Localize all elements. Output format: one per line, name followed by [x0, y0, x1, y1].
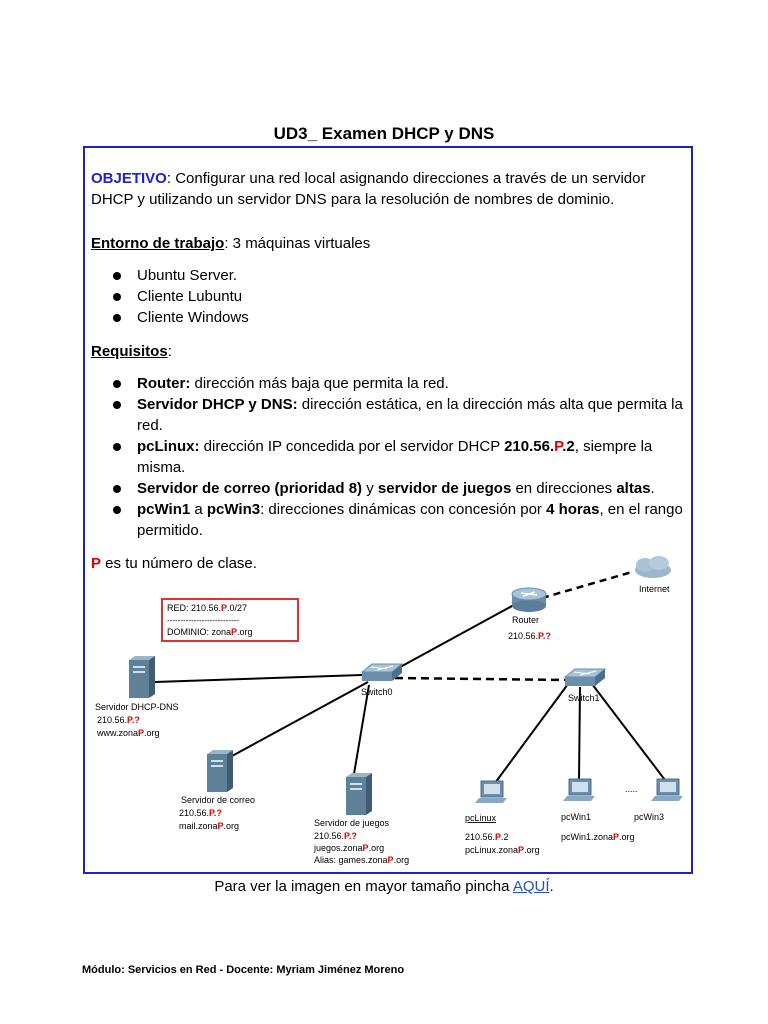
mail-domain: mail.zonaP.org: [179, 821, 240, 831]
environment-line: [91, 233, 370, 254]
link-switch0-dhcp: [155, 675, 362, 682]
note-text: es tu número de clase.: [101, 555, 257, 572]
router-ip: 210.56.P.?: [508, 631, 551, 641]
environment-label: Entorno de trabajo: [91, 235, 225, 252]
enlarge-image-link[interactable]: AQUÍ: [512, 878, 550, 895]
pcwin1-name: pcWin1: [561, 812, 592, 822]
pcwin3-name: pcWin3: [634, 812, 665, 822]
games-name: Servidor de juegos: [314, 818, 390, 828]
link-switch1-pclinux: [495, 684, 568, 783]
objective-paragraph: [91, 168, 691, 210]
games-domain: juegos.zonaP.org: [314, 843, 385, 853]
image-link-line: [0, 878, 768, 895]
network-diagram: [87, 550, 690, 868]
page-title: UD3_ Examen DHCP y DNS: [273, 124, 495, 143]
list-item: Ubuntu Server.: [91, 265, 691, 286]
network-info-domain: DOMINIO: zonaP.org: [167, 627, 253, 637]
environment-text: : 3 máquinas virtuales: [224, 235, 371, 252]
link-switch0-juegos: [354, 685, 369, 774]
req-games-label: servidor de juegos: [377, 480, 512, 497]
games-ip: 210.56.P.?: [314, 831, 357, 841]
req-pclinux-p: P: [554, 438, 563, 455]
req-games-text: en direcciones: [511, 480, 617, 497]
pclinux-ip: 210.56.P.2: [465, 832, 509, 842]
list-item: [91, 499, 691, 541]
req-router-text: dirección más baja que permita la red.: [190, 375, 449, 392]
module-footer: Módulo: Servicios en Red - Docente: Myriam Jiménez Moreno: [82, 964, 405, 976]
req-mail-label: Servidor de correo (prioridad 8): [137, 480, 363, 497]
network-info-red: RED: 210.56.P.0/27: [167, 603, 248, 613]
req-lease-label: 4 horas: [546, 501, 600, 518]
objective-text: : Configurar una red local asignando direcciones a través de un servidor DHCP y utilizando un servidor DNS para la resolución de nombres de dominio.: [91, 170, 646, 208]
network-info-separator: ---------------------------: [167, 616, 239, 625]
mail-server-icon: [207, 750, 233, 792]
req-pcwin1-label: pcWin1: [137, 501, 191, 518]
req-pcwin-text: a: [190, 501, 207, 518]
req-pcwin-end: , en el rango permitido.: [137, 501, 683, 539]
list-item: [91, 478, 691, 499]
req-pclinux-ip-end: .2: [562, 438, 575, 455]
mail-name: Servidor de correo: [181, 795, 256, 805]
requirements-list: [91, 373, 691, 541]
internet-cloud-icon: [635, 556, 671, 578]
games-server-icon: [346, 773, 372, 815]
link-switch0-correo: [232, 682, 368, 756]
footer-end: .: [549, 878, 554, 895]
switch0-label: Switch0: [361, 687, 393, 697]
mail-ip: 210.56.P.?: [179, 808, 222, 818]
footer-text: Para ver la imagen en mayor tamaño pincha: [214, 878, 513, 895]
req-dhcp-label: Servidor DHCP y DNS:: [137, 396, 298, 413]
req-dhcp-text: dirección estática, en la dirección más alta que permita la red.: [137, 396, 683, 434]
req-pclinux-label: pcLinux:: [137, 438, 200, 455]
req-pclinux-text: dirección IP concedida por el servidor DHCP: [199, 438, 505, 455]
req-pcwin-text2: : direcciones dinámicas con concesión por: [260, 501, 547, 518]
pcwin1-domain: pcWin1.zonaP.org: [561, 832, 635, 842]
requirements-label: Requisitos: [91, 343, 168, 360]
switch1-label: Switch1: [568, 693, 600, 703]
machine-list: [91, 265, 691, 328]
requirements-colon: :: [167, 343, 172, 360]
req-pclinux-ip: 210.56.: [504, 438, 555, 455]
dhcp-domain: www.zonaP.org: [97, 728, 160, 738]
note-p: P: [91, 555, 102, 572]
link-switch1-pcwin3: [592, 684, 665, 780]
requirements-heading: [91, 341, 172, 362]
router-label: Router: [512, 615, 540, 625]
games-alias: Alias: games.zonaP.org: [314, 855, 410, 865]
req-mail-text: y: [362, 480, 378, 497]
dhcp-ip: 210.56.P.?: [97, 715, 140, 725]
more-pcs-dots: .....: [625, 784, 638, 794]
link-router-internet: [542, 572, 632, 598]
list-item: Cliente Lubuntu: [91, 286, 691, 307]
pcwin3-computer-icon: [651, 779, 683, 801]
pcwin1-computer-icon: [563, 779, 595, 801]
list-item: [91, 373, 691, 394]
router-icon: [512, 588, 546, 612]
list-item: Cliente Windows: [91, 307, 691, 328]
req-high-label: altas: [616, 480, 651, 497]
objective-label: OBJETIVO: [91, 170, 167, 187]
list-item: [91, 436, 691, 478]
dhcp-server-icon: [129, 656, 155, 698]
req-high-end: .: [650, 480, 655, 497]
req-router-label: Router:: [137, 375, 191, 392]
dhcp-name: Servidor DHCP-DNS: [95, 702, 179, 712]
pclinux-name: pcLinux: [465, 813, 497, 823]
pclinux-domain: pcLinux.zonaP.org: [465, 845, 540, 855]
link-switch0-switch1: [395, 678, 567, 680]
switch1-icon: [565, 669, 605, 686]
req-pclinux-text-end: , siempre la misma.: [137, 438, 653, 476]
req-pcwin3-label: pcWin3: [206, 501, 261, 518]
internet-label: Internet: [639, 584, 670, 594]
list-item: [91, 394, 691, 436]
pclinux-computer-icon: [475, 781, 507, 803]
